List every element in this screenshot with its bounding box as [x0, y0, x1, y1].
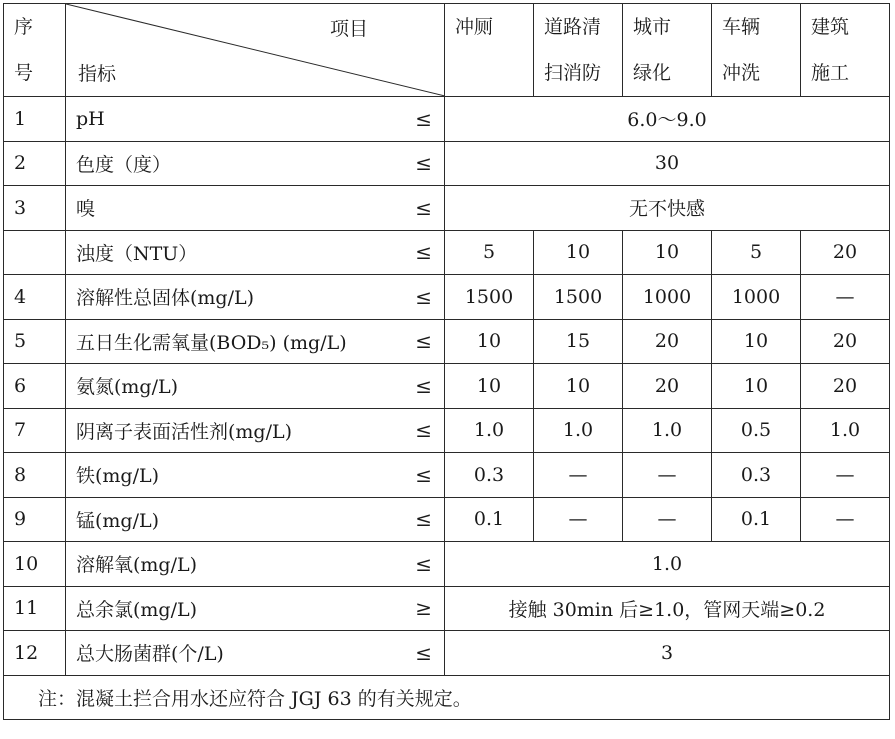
value-cell: 10: [445, 364, 534, 409]
table-row: [4, 141, 890, 186]
water-quality-table: [3, 3, 890, 720]
comparison-symbol: ≤: [415, 507, 432, 532]
value-cell: 10: [445, 319, 534, 364]
merged-value-cell: 30: [445, 141, 890, 186]
row-number: 5: [4, 319, 66, 364]
header-number-cell: [4, 4, 66, 97]
row-number: 3: [4, 186, 66, 231]
value-cell: 1.0: [534, 408, 623, 453]
indicator-name: 总余氯(mg/L): [76, 598, 198, 621]
table-row: [4, 186, 890, 231]
row-number: 4: [4, 275, 66, 320]
indicator-name: 浊度（NTU）: [76, 242, 198, 265]
value-cell: 5: [445, 230, 534, 275]
header-diagonal-cell: [66, 4, 445, 97]
merged-value-cell: 1.0: [445, 542, 890, 587]
row-number: 8: [4, 453, 66, 498]
comparison-symbol: ≤: [415, 640, 432, 665]
comparison-symbol: ≤: [415, 462, 432, 487]
indicator-cell: [66, 97, 445, 142]
note-row: [4, 675, 890, 719]
value-cell: 1500: [534, 275, 623, 320]
value-cell: —: [801, 497, 890, 542]
value-cell: 0.1: [445, 497, 534, 542]
comparison-symbol: ≤: [415, 329, 432, 354]
header-number-top: 序: [14, 16, 34, 38]
value-cell: —: [801, 453, 890, 498]
table-row: [4, 275, 890, 320]
indicator-cell: [66, 542, 445, 587]
merged-value-cell: 6.0～9.0: [445, 97, 890, 142]
value-cell: 0.3: [712, 453, 801, 498]
indicator-name: 氨氮(mg/L): [76, 376, 179, 399]
indicator-cell: [66, 364, 445, 409]
value-cell: 1.0: [801, 408, 890, 453]
table-note: 注：混凝土拦合用水还应符合 JGJ 63 的有关规定。: [4, 675, 890, 719]
merged-value-cell: 接触 30min 后≥1.0，管网天端≥0.2: [445, 586, 890, 631]
indicator-cell: [66, 319, 445, 364]
indicator-cell: [66, 631, 445, 676]
indicator-name: 溶解性总固体(mg/L): [76, 287, 255, 310]
table-row: [4, 453, 890, 498]
table-row: [4, 319, 890, 364]
value-cell: 0.5: [712, 408, 801, 453]
value-cell: —: [801, 275, 890, 320]
value-cell: 1.0: [623, 408, 712, 453]
merged-value-cell: 无不快感: [445, 186, 890, 231]
value-cell: 20: [623, 364, 712, 409]
indicator-cell: [66, 497, 445, 542]
row-number: 10: [4, 542, 66, 587]
header-col-flush: 冲厕: [445, 4, 534, 97]
row-number: 6: [4, 364, 66, 409]
value-cell: 10: [534, 364, 623, 409]
indicator-name: 锰(mg/L): [76, 509, 160, 532]
value-cell: 0.3: [445, 453, 534, 498]
value-cell: 1.0: [445, 408, 534, 453]
indicator-cell: [66, 453, 445, 498]
comparison-symbol: ≤: [415, 151, 432, 176]
merged-value-cell: 3: [445, 631, 890, 676]
comparison-symbol: ≤: [415, 195, 432, 220]
table-row: [4, 542, 890, 587]
header-row: [4, 4, 890, 97]
indicator-cell: [66, 586, 445, 631]
value-cell: 10: [712, 319, 801, 364]
value-cell: 10: [623, 230, 712, 275]
table-row: [4, 586, 890, 631]
indicator-name: pH: [76, 107, 105, 130]
value-cell: —: [534, 497, 623, 542]
table-row: [4, 497, 890, 542]
value-cell: 20: [623, 319, 712, 364]
comparison-symbol: ≤: [415, 551, 432, 576]
table-row: [4, 631, 890, 676]
indicator-name: 总大肠菌群(个/L): [76, 643, 224, 666]
indicator-name: 嗅: [76, 198, 96, 221]
comparison-symbol: ≤: [415, 284, 432, 309]
comparison-symbol: ≤: [415, 373, 432, 398]
row-number: 11: [4, 586, 66, 631]
value-cell: 20: [801, 319, 890, 364]
indicator-cell: [66, 186, 445, 231]
comparison-symbol: ≤: [415, 418, 432, 443]
indicator-cell: [66, 408, 445, 453]
value-cell: 20: [801, 230, 890, 275]
comparison-symbol: ≥: [415, 596, 432, 621]
table-row: [4, 230, 890, 275]
value-cell: 1000: [623, 275, 712, 320]
table-row: [4, 364, 890, 409]
table-row: [4, 97, 890, 142]
row-number: 2: [4, 141, 66, 186]
header-col-vehicle: 车辆 冲洗: [712, 4, 801, 97]
indicator-name: 铁(mg/L): [76, 465, 160, 488]
comparison-symbol: ≤: [415, 240, 432, 265]
header-item-label: 项目: [329, 18, 368, 40]
value-cell: 5: [712, 230, 801, 275]
value-cell: —: [534, 453, 623, 498]
row-number: 9: [4, 497, 66, 542]
header-indicator-label: 指标: [78, 63, 117, 85]
value-cell: 10: [534, 230, 623, 275]
table-row: [4, 408, 890, 453]
value-cell: 15: [534, 319, 623, 364]
value-cell: 0.1: [712, 497, 801, 542]
header-col-construction: 建筑 施工: [801, 4, 890, 97]
value-cell: 20: [801, 364, 890, 409]
comparison-symbol: ≤: [415, 106, 432, 131]
value-cell: —: [623, 497, 712, 542]
header-col-green: 城市 绿化: [623, 4, 712, 97]
value-cell: —: [623, 453, 712, 498]
indicator-cell: [66, 230, 445, 275]
header-col-road: 道路清 扫消防: [534, 4, 623, 97]
value-cell: 10: [712, 364, 801, 409]
row-number: 1: [4, 97, 66, 142]
indicator-name: 阴离子表面活性剂(mg/L): [76, 420, 293, 443]
indicator-cell: [66, 275, 445, 320]
row-number: [4, 230, 66, 275]
indicator-name: 色度（度）: [76, 153, 172, 176]
indicator-name: 溶解氧(mg/L): [76, 554, 198, 577]
header-number-bottom: 号: [14, 62, 34, 84]
value-cell: 1000: [712, 275, 801, 320]
diagonal-line: [66, 4, 445, 96]
indicator-name: 五日生化需氧量(BOD₅) (mg/L): [76, 331, 347, 354]
indicator-cell: [66, 141, 445, 186]
row-number: 12: [4, 631, 66, 676]
value-cell: 1500: [445, 275, 534, 320]
row-number: 7: [4, 408, 66, 453]
